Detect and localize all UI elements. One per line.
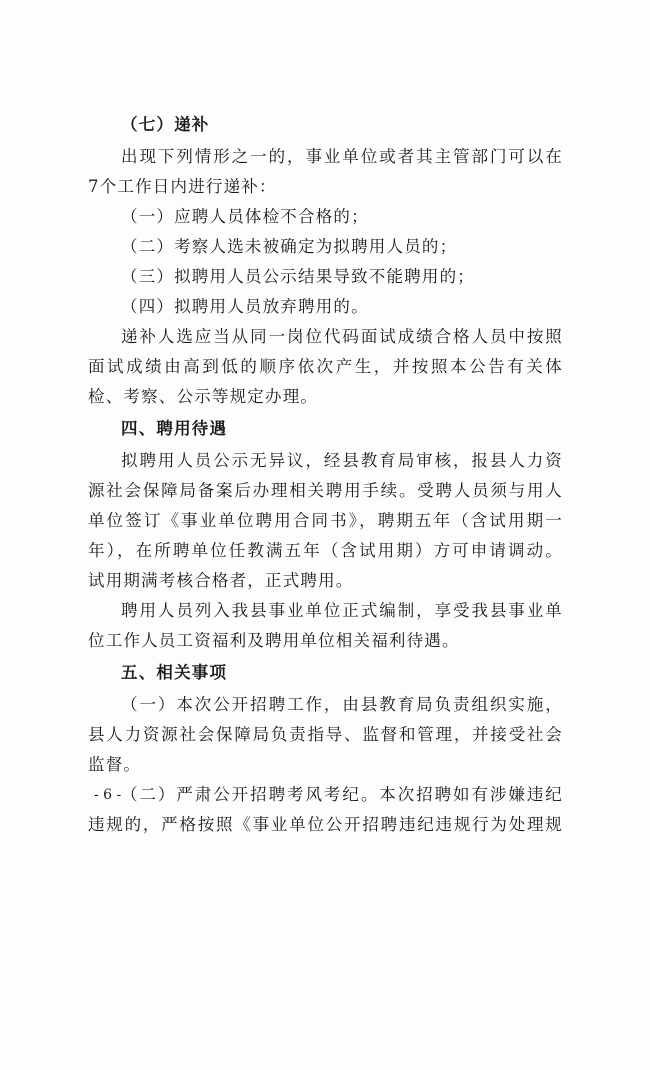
paragraph-line: 出现下列情形之一的，事业单位或者其主管部门可以在 [121, 147, 563, 166]
paragraph-line: 县人力资源社会保障局负责指导、监督和管理，并接受社会 [88, 725, 563, 744]
paragraph-line: 递补人选应当从同一岗位代码面试成绩合格人员中按照 [121, 327, 563, 346]
paragraph-line: （一）本次公开招聘工作，由县教育局负责组织实施， [121, 695, 563, 714]
paragraph-line: 检、考察、公示等规定办理。 [88, 387, 319, 406]
document-body [88, 108, 563, 840]
paragraph-line: 拟聘用人员公示无异议，经县教育局审核，报县人力资 [121, 451, 563, 470]
paragraph-line: （二）严肃公开招聘考风考纪。本次招聘如有涉嫌违纪 [121, 785, 563, 804]
paragraph-line: 面试成绩由高到低的顺序依次产生，并按照本公告有关体 [88, 357, 563, 376]
list-item: （二）考察人选未被确定为拟聘用人员的； [121, 237, 458, 256]
paragraph-line: 违规的，严格按照《事业单位公开招聘违纪违规行为处理规 [88, 815, 563, 834]
section-heading-related-matters: 五、相关事项 [121, 663, 228, 682]
list-item: （三）拟聘用人员公示结果导致不能聘用的； [121, 267, 475, 286]
paragraph-line: 7个工作日内进行递补： [88, 177, 277, 196]
list-item: （四）拟聘用人员放弃聘用的。 [121, 297, 369, 316]
section-heading-employment-benefits: 四、聘用待遇 [121, 419, 228, 438]
paragraph-line: 监督。 [88, 755, 142, 774]
page-number: - 6 - [94, 787, 122, 803]
paragraph-line: 聘用人员列入我县事业单位正式编制，享受我县事业单 [121, 601, 563, 620]
paragraph-line: 试用期满考核合格者，正式聘用。 [88, 571, 354, 590]
paragraph-line: 单位签订《事业单位聘用合同书》，聘期五年（含试用期一 [88, 511, 563, 530]
paragraph-line: 位工作人员工资福利及聘用单位相关福利待遇。 [88, 631, 460, 650]
list-item: （一）应聘人员体检不合格的； [121, 207, 369, 226]
paragraph-line: 年），在所聘单位任教满五年（含试用期）方可申请调动。 [88, 541, 563, 560]
paragraph-line: 源社会保障局备案后办理相关聘用手续。受聘人员须与用人 [88, 481, 563, 500]
section-heading-supplement: （七）递补 [121, 115, 210, 134]
